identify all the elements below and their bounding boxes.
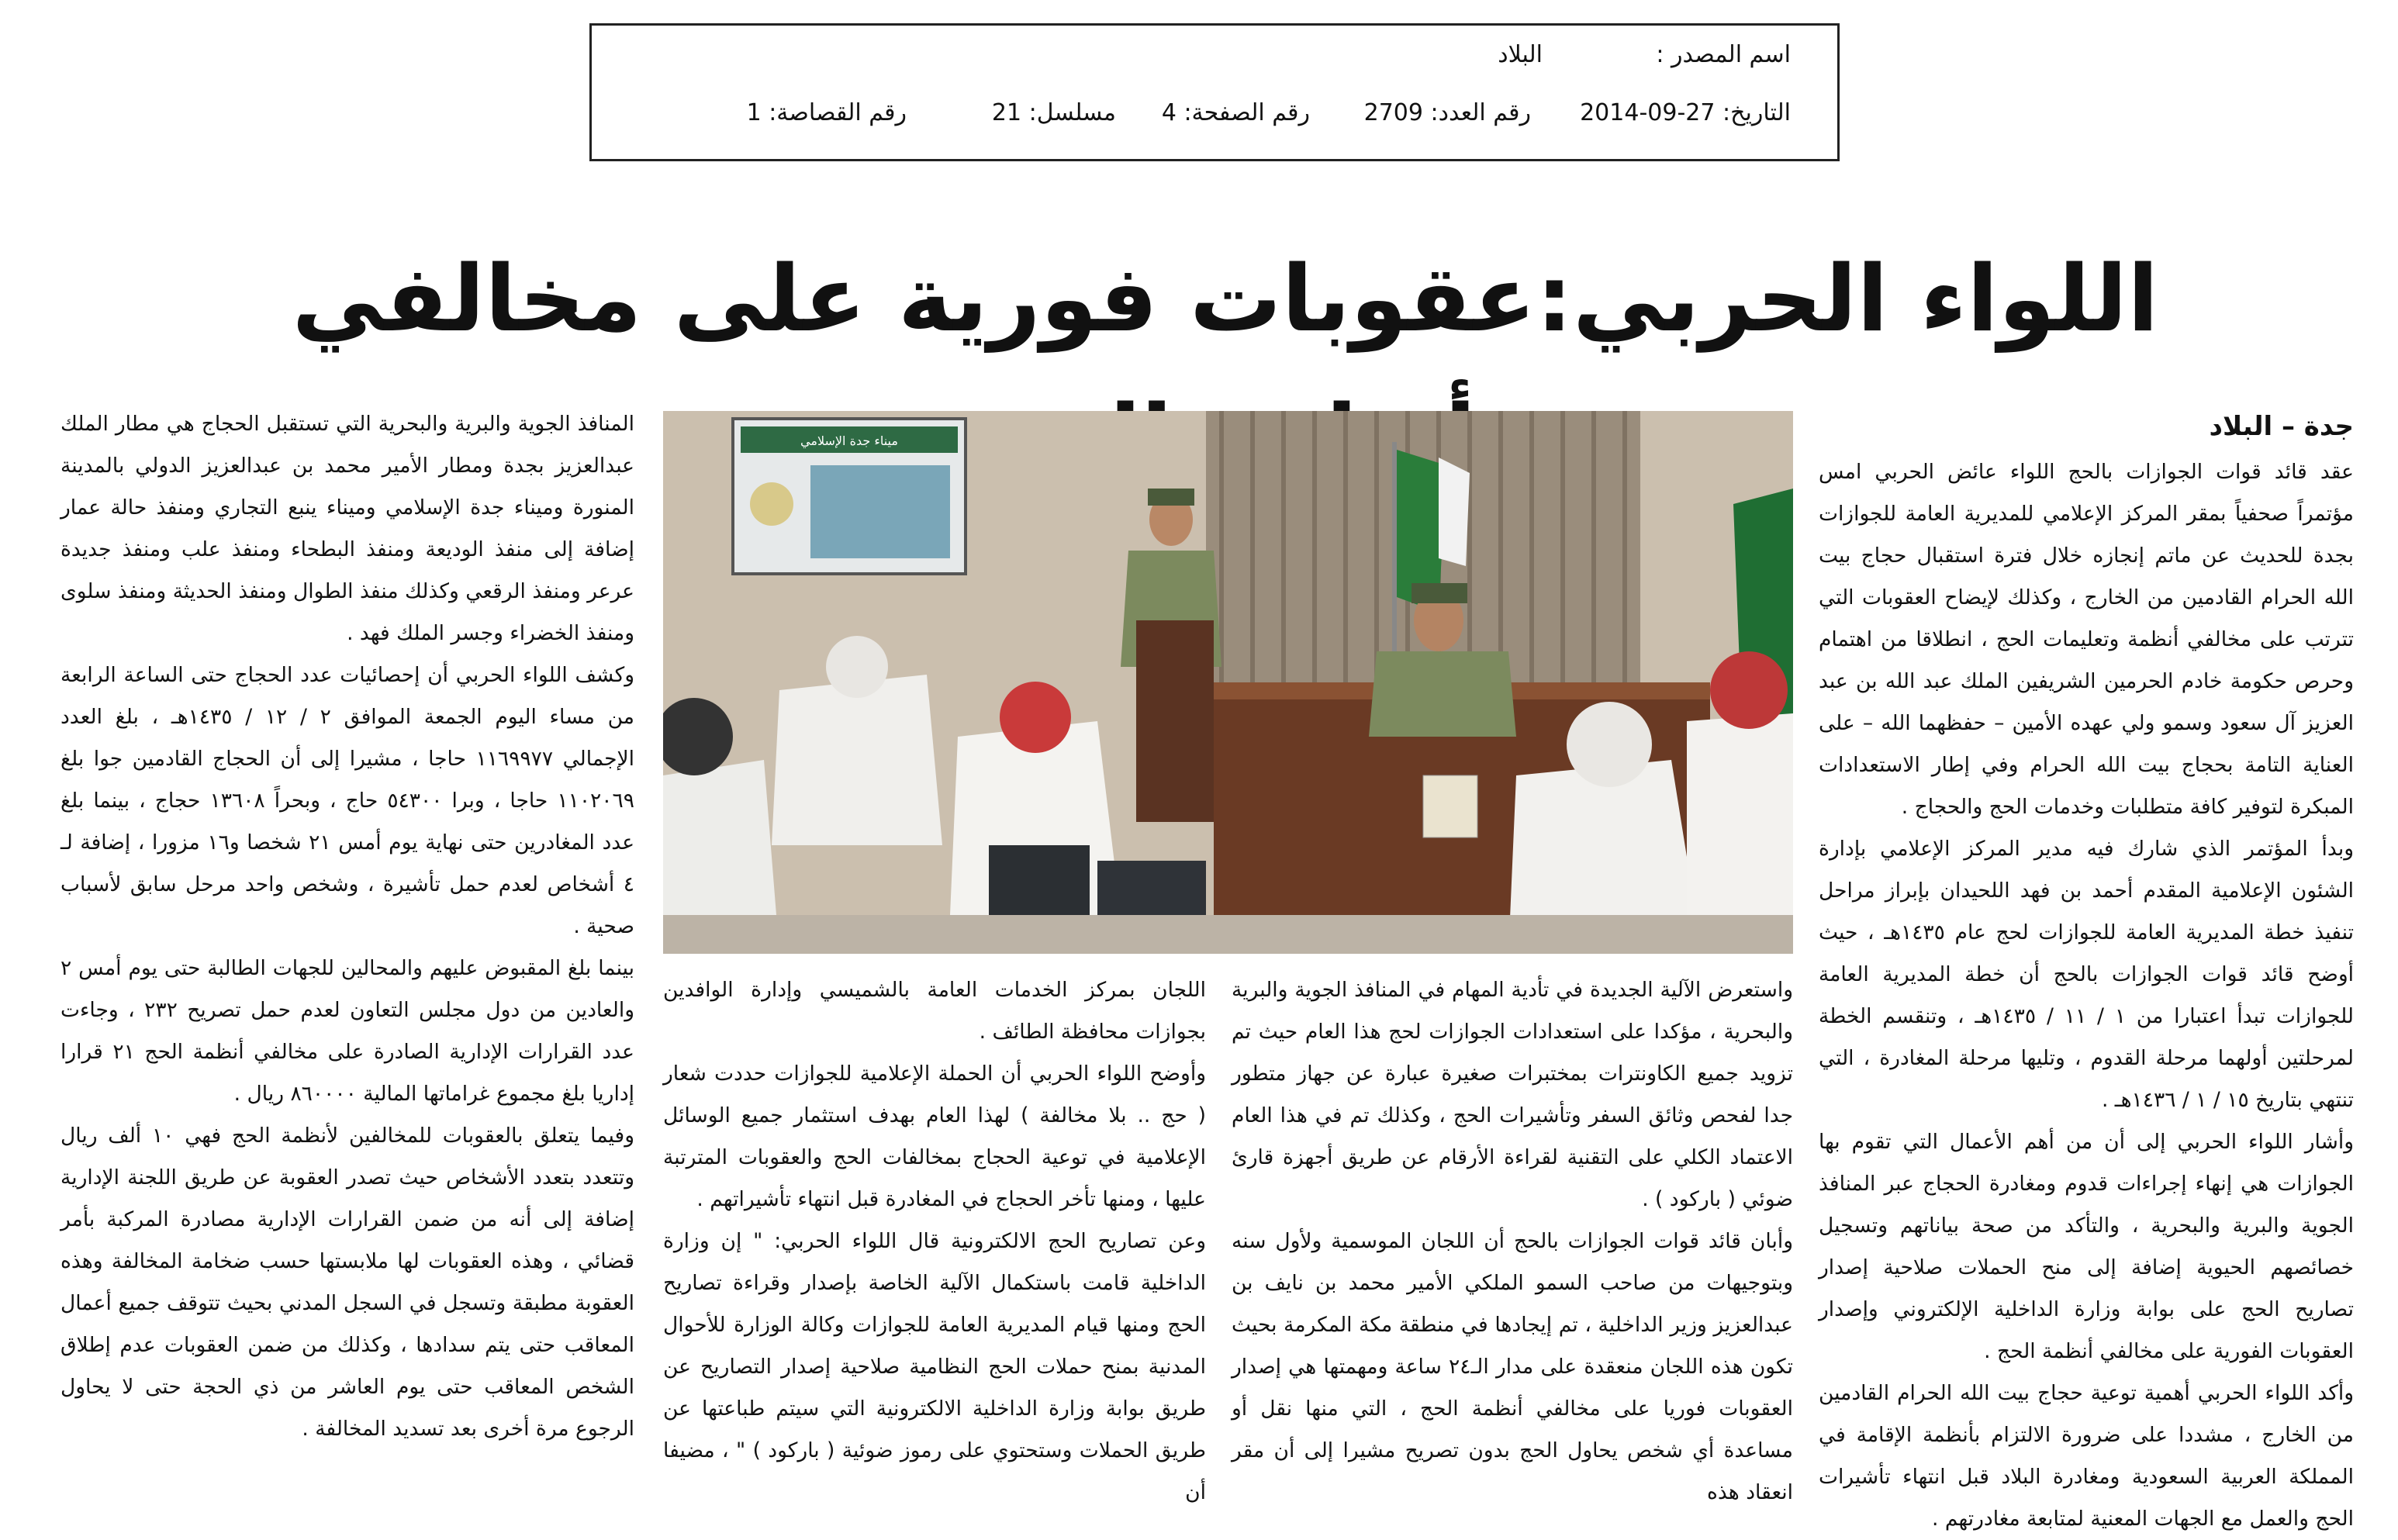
issue-number: رقم العدد: 2709 [1363, 99, 1531, 126]
dateline: جدة – البلاد [2209, 411, 2354, 442]
screen-caption: ميناء جدة الإسلامي [800, 433, 898, 448]
article-column-mid-left [663, 969, 1206, 1504]
article-column-right [1819, 403, 2354, 1531]
paragraph: واستعرض الآلية الجديدة في تأدية المهام في المنافذ الجوية والبرية والبحرية ، مؤكدا على استعدادات الجوازات لحج هذا العام حيث تم تزويد جميع الكاونترات بمختبرات صغيرة عبارة عن جهاز متطور جدا لفحص وثائق السفر وتأشيرات الحج ، وكذلك تم في هذا العام الاعتماد الكلي على التقنية لقراءة الأرقام عن طريق أجهزة قارئ ضوئي ( باركود ) . [1232, 978, 1793, 1211]
article-headline: اللواء الحربي:عقوبات فورية على مخالفي [292, 245, 2159, 352]
source-label: اسم المصدر : [1656, 41, 1791, 68]
serial-number: مسلسل: 21 [991, 99, 1116, 126]
paragraph: اللجان بمركز الخدمات العامة بالشميسي وإدارة الوافدين بجوازات محافظة الطائف . [663, 978, 1206, 1044]
paragraph: وأشار اللواء الحربي إلى أن من أهم الأعمال التي تقوم بها الجوازات هي إنهاء إجراءات قدوم ومغادرة الحجاج عبر المنافذ الجوية والبرية والبحرية ، والتأكد من صحة بياناتهم وتسجيل خصائصهم الحيوية إضافة إلى منح الحملات صلاحية إصدار تصاريح الحج على بوابة وزارة الداخلية الإلكتروني وإصدار العقوبات الفورية على مخالفي أنظمة الحج . [1819, 1130, 2354, 1363]
paragraph: وفيما يتعلق بالعقوبات للمخالفين لأنظمة الحج فهي ١٠ ألف ريال وتتعدد بتعدد الأشخاص حيث تصدر العقوبة عن طريق اللجنة الإدارية إضافة إلى أنه من ضمن القرارات الإدارية مصادرة المركبة بأمر قضائي ، وهذه العقوبات لها ملابستها حسب ضخامة المخالفة وهذه العقوبة مطبقة وتسجل في السجل المدني بحيث تتوقف جميع أعمال المعاقب حتى يتم سدادها ، وكذلك من ضمن العقوبات عدم إطلاق الشخص المعاقب حتى يوم العاشر من ذي الحجة حتى لا يحاول الرجوع مرة أخرى بعد تسديد المخالفة . [60, 1124, 634, 1441]
paragraph: وأوضح اللواء الحربي أن الحملة الإعلامية للجوازات حددت شعار ( حج .. بلا مخالفة ) لهذا العام بهدف استثمار جميع الوسائل الإعلامية في توعية الحجاج بمخالفات الحج والعقوبات المترتبة عليها ، ومنها تأخر الحجاج في المغادرة قبل انتهاء تأشيراتهم . [663, 1062, 1206, 1211]
date-field: التاريخ: 27-09-2014 [1580, 99, 1791, 126]
page-number: رقم الصفحة: 4 [1161, 99, 1310, 126]
paragraph: وكشف اللواء الحربي أن إحصائيات عدد الحجاج حتى الساعة الرابعة من مساء اليوم الجمعة الموافق ٢ / ١٢ / ١٤٣٥هـ ، بلغ العدد الإجمالي ١١٦٩٩٧٧ حاجا ، مشيرا إلى أن الحجاج القادمين جوا بلغ ١١٠٢٠٦٩ حاجا ، وبرا ٥٤٣٠٠ حاج ، وبحراً ١٣٦٠٨ حجاج ، بينما بلغ عدد المغادرين حتى نهاية يوم أمس ٢١ شخصا و١٦ مزورا ، إضافة لـ ٤ أشخاص لعدم حمل تأشيرة ، وشخص واحد مرحل سابق لأسباب صحية . [60, 663, 635, 938]
paragraph: المنافذ الجوية والبرية والبحرية التي تستقبل الحجاج هي مطار الملك عبدالعزيز بجدة ومطار الأمير محمد بن عبدالعزيز الدولي بالمدينة المنورة وميناء جدة الإسلامي وميناء ينبع التجاري ومنفذ حالة عمار إضافة إلى منفذ الوديعة ومنفذ البطحاء ومنفذ علب ومنفذ جديدة عرعر ومنفذ الرقعي وكذلك منفذ الطوال ومنفذ الحديثة ومنفذ سلوى ومنفذ الخضراء وجسر الملك فهد . [60, 412, 634, 645]
source-info-box [589, 23, 1840, 161]
article-column-left [60, 403, 634, 1473]
paragraph: بينما بلغ المقبوض عليهم والمحالين للجهات الطالبة حتى يوم أمس ٢ والعادين من دول مجلس التعاون لعدم حمل تصريح ٢٣٢ ، وجاءت عدد القرارات الإدارية الصادرة على مخالفي أنظمة الحج ٢١ قرارا إداريا بلغ مجموع غراماتها المالية ٨٦٠٠٠٠ ريال . [60, 956, 634, 1106]
article-column-mid-right [1232, 969, 1793, 1504]
source-value: البلاد [1498, 41, 1543, 68]
paragraph: وعن تصاريح الحج الالكترونية قال اللواء الحربي: " إن وزارة الداخلية قامت باستكمال الآلية الخاصة بإصدار وقراءة تصاريح الحج ومنها قيام المديرية العامة للجوازات وكالة الوزارة للأحوال المدنية بمنح حملات الحج النظامية صلاحية إصدار التصاريح عن طريق بوابة وزارة الداخلية الالكترونية التي سيتم طباعتها عن طريق الحملات وستحتوي على رموز ضوئية ( باركود ) " ، مضيفا أن [663, 1229, 1206, 1504]
paragraph: وبدأ المؤتمر الذي شارك فيه مدير المركز الإعلامي بإدارة الشئون الإعلامية المقدم أحمد بن فهد اللحيدان بإبراز مراحل تنفيذ خطة المديرية العامة للجوازات لحج عام ١٤٣٥هـ ، حيث أوضح قائد قوات الجوازات بالحج أن خطة المديرية العامة للجوازات تبدأ اعتبارا من ١ / ١١ / ١٤٣٥هـ ، وتنقسم الخطة لمرحلتين أولهما مرحلة القدوم ، وتليها مرحلة المغادرة ، التي تنتهي بتاريخ ١٥ / ١ / ١٤٣٦هـ . [1819, 837, 2354, 1112]
paragraph: وأبان قائد قوات الجوازات بالحج أن اللجان الموسمية ولأول سنه وبتوجيهات من صاحب السمو الملكي الأمير محمد بن نايف بن عبدالعزيز وزير الداخلية ، تم إيجادها في منطقة مكة المكرمة بحيث تكون هذه اللجان منعقدة على مدار الـ٢٤ ساعة ومهمتها هي إصدار العقوبات فوريا على مخالفي أنظمة الحج ، التي منها نقل أو مساعدة أي شخص يحاول الحج بدون تصريح مشيرا إلى أن مقر انعقاد هذه [1232, 1229, 1793, 1504]
paragraph: عقد قائد قوات الجوازات بالحج اللواء عائض الحربي امس مؤتمراً صحفياً بمقر المركز الإعلامي للمديرية العامة للجوازات بجدة للحديث عن ماتم إنجازه خلال فترة استقبال حجاج بيت الله الحرام القادمين من الخارج ، وكذلك لإيضاح العقوبات التي تترتب على مخالفي أنظمة وتعليمات الحج ، انطلاقا من اهتمام وحرص حكومة خادم الحرمين الشريفين الملك عبد الله بن عبد العزيز آل سعود وسمو ولي عهده الأمين – حفظهما الله – على العناية التامة بحجاج بيت الله الحرام وفي إطار الاستعدادات المبكرة لتوفير كافة متطلبات وخدمات الحج والحجاج . [1819, 460, 2354, 819]
paragraph: وأكد اللواء الحربي أهمية توعية حجاج بيت الله الحرام القادمين من الخارج ، مشددا على ضرورة الالتزام بأنظمة الإقامة في المملكة العربية السعودية ومغادرة البلاد قبل انتهاء تأشيرات الحج والعمل مع الجهات المعنية لمتابعة مغادرتهم . [1819, 1381, 2354, 1531]
press-conference-photo [663, 411, 1793, 954]
clip-number: رقم القصاصة: 1 [746, 99, 907, 126]
